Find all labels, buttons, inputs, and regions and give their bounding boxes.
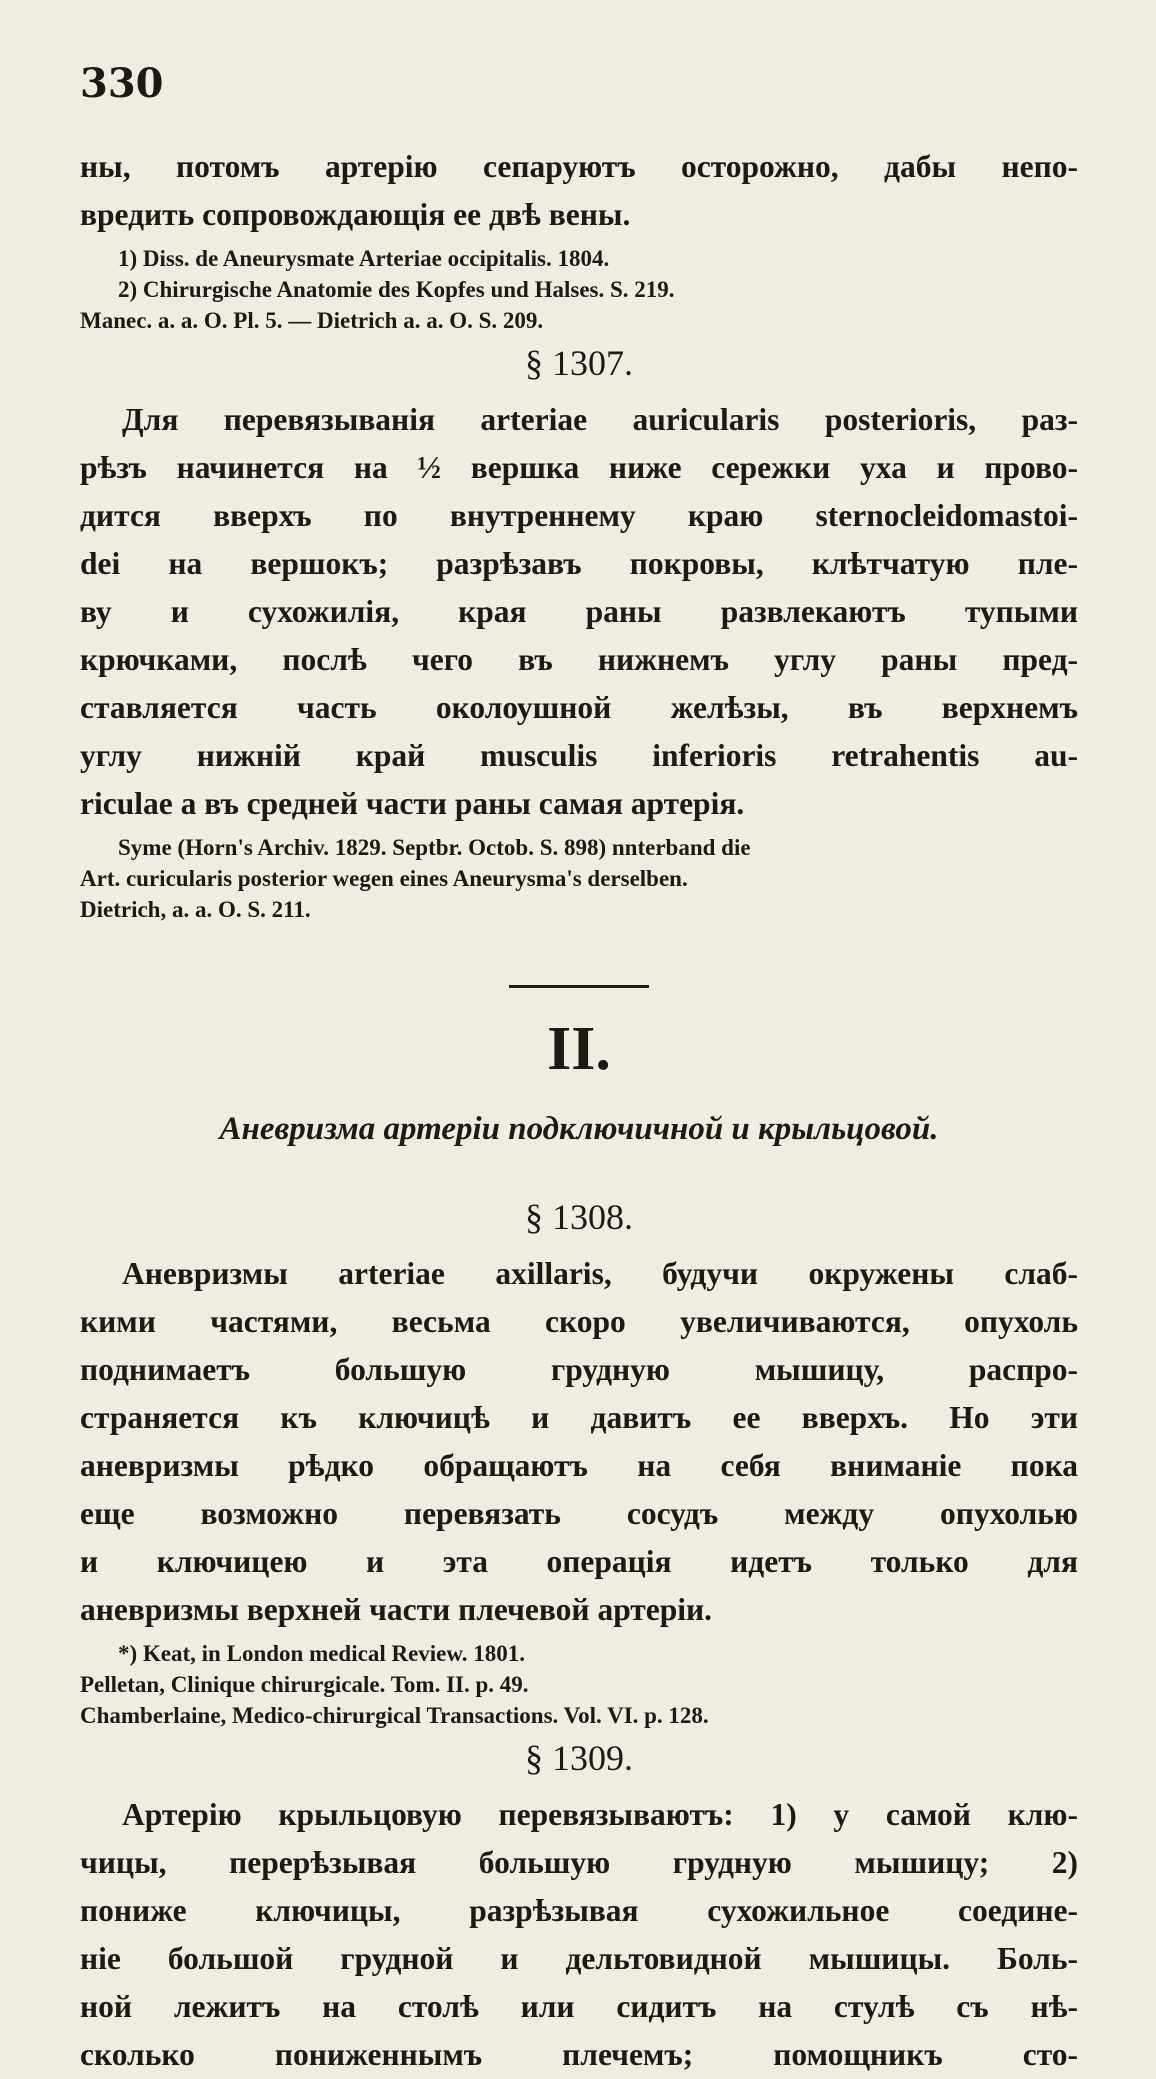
divider-rule	[509, 985, 649, 988]
text-line: ву и сухожилія, края раны развлекаютъ тупыми	[80, 594, 1078, 629]
text-line: дится вверхъ по внутреннему краю sternocleidomastoi-	[80, 498, 1078, 533]
text-line: крючками, послѣ чего въ нижнемъ углу раны пред-	[80, 642, 1078, 677]
footnote-line: Art. curicularis posterior wegen eines Aneurysma's derselben.	[80, 866, 688, 891]
text-line: Артерію крыльцовую перевязываютъ: 1) у самой клю-	[122, 1797, 1078, 1832]
section-heading-1308: § 1308.	[525, 1197, 633, 1237]
text-line: пониже ключицы, разрѣзывая сухожильное соедине-	[80, 1893, 1078, 1928]
chapter-title: Аневризма артеріи подключичной и крыльцовой.	[219, 1111, 939, 1147]
page-number: 330	[80, 60, 164, 107]
text-line: еще возможно перевязать сосудъ между опухолью	[80, 1496, 1078, 1531]
text-line: ніе большой грудной и дельтовидной мышицы. Боль-	[80, 1941, 1078, 1976]
footnote-line: 1) Diss. de Aneurysmate Arteriae occipitalis. 1804.	[118, 246, 610, 271]
footnote-line: *) Keat, in London medical Review. 1801.	[118, 1641, 525, 1666]
text-line: аневризмы верхней части плечевой артеріи.	[80, 1592, 713, 1627]
text-line: Аневризмы arteriae axillaris, будучи окружены слаб-	[122, 1256, 1078, 1291]
chapter-numeral: II.	[547, 1015, 611, 1083]
footnote-line: 2) Chirurgische Anatomie des Kopfes und Halses. S. 219.	[118, 277, 675, 302]
text-line: ны, потомъ артерію сепаруютъ осторожно, дабы непо-	[80, 149, 1078, 184]
section-heading-1309: § 1309.	[525, 1738, 633, 1778]
footnote-line: Syme (Horn's Archiv. 1829. Septbr. Octob. S. 898) nnterband die	[118, 835, 751, 860]
text-line: Для перевязыванія arteriae auricularis posterioris, раз-	[122, 402, 1078, 437]
text-line: riculae а въ средней части раны самая артерія.	[80, 786, 745, 821]
text-line: чицы, перерѣзывая большую грудную мышицу; 2)	[80, 1845, 1078, 1880]
text-line: dei на вершокъ; разрѣзавъ покровы, клѣтчатую пле-	[80, 546, 1078, 581]
text-line: аневризмы рѣдко обращаютъ на себя вниманіе пока	[80, 1448, 1078, 1483]
section-heading-1307: § 1307.	[525, 343, 633, 383]
footnote-line: Pelletan, Clinique chirurgicale. Tom. II. p. 49.	[80, 1672, 529, 1697]
text-line: ставляется часть околоушной желѣзы, въ верхнемъ	[80, 690, 1078, 725]
text-line: рѣзъ начинется на ½ вершка ниже сережки уха и прово-	[80, 450, 1078, 485]
footnote-line: Manec. a. a. O. Pl. 5. — Dietrich a. a. O. S. 209.	[80, 308, 544, 333]
footnote-line: Chamberlaine, Medico-chirurgical Transactions. Vol. VI. p. 128.	[80, 1703, 709, 1728]
text-line: сколько пониженнымъ плечемъ; помощникъ сто-	[80, 2037, 1078, 2072]
footnotes-2	[80, 832, 1078, 925]
text-line: страняется къ ключицѣ и давитъ ее вверхъ. Но эти	[80, 1400, 1078, 1435]
text-line: и ключицею и эта операція идетъ только для	[80, 1544, 1078, 1579]
paragraph-continued	[80, 143, 1078, 239]
text-line: углу нижній край musculis inferioris retrahentis au-	[80, 738, 1078, 773]
text-line: поднимаетъ большую грудную мышицу, распро-	[80, 1352, 1078, 1387]
text-line: кими частями, весьма скоро увеличиваются, опухоль	[80, 1304, 1078, 1339]
text-line: вредить сопровождающія ее двѣ вены.	[80, 197, 631, 232]
footnotes-3	[80, 1638, 1078, 1731]
paragraph-1307	[80, 396, 1078, 828]
text-line: ной лежитъ на столѣ или сидитъ на стулѣ съ нѣ-	[80, 1989, 1078, 2024]
footnotes-1	[80, 243, 1078, 336]
paragraph-1308	[80, 1250, 1078, 1634]
footnote-line: Dietrich, a. a. O. S. 211.	[80, 897, 311, 922]
paragraph-1309	[80, 1791, 1078, 2079]
